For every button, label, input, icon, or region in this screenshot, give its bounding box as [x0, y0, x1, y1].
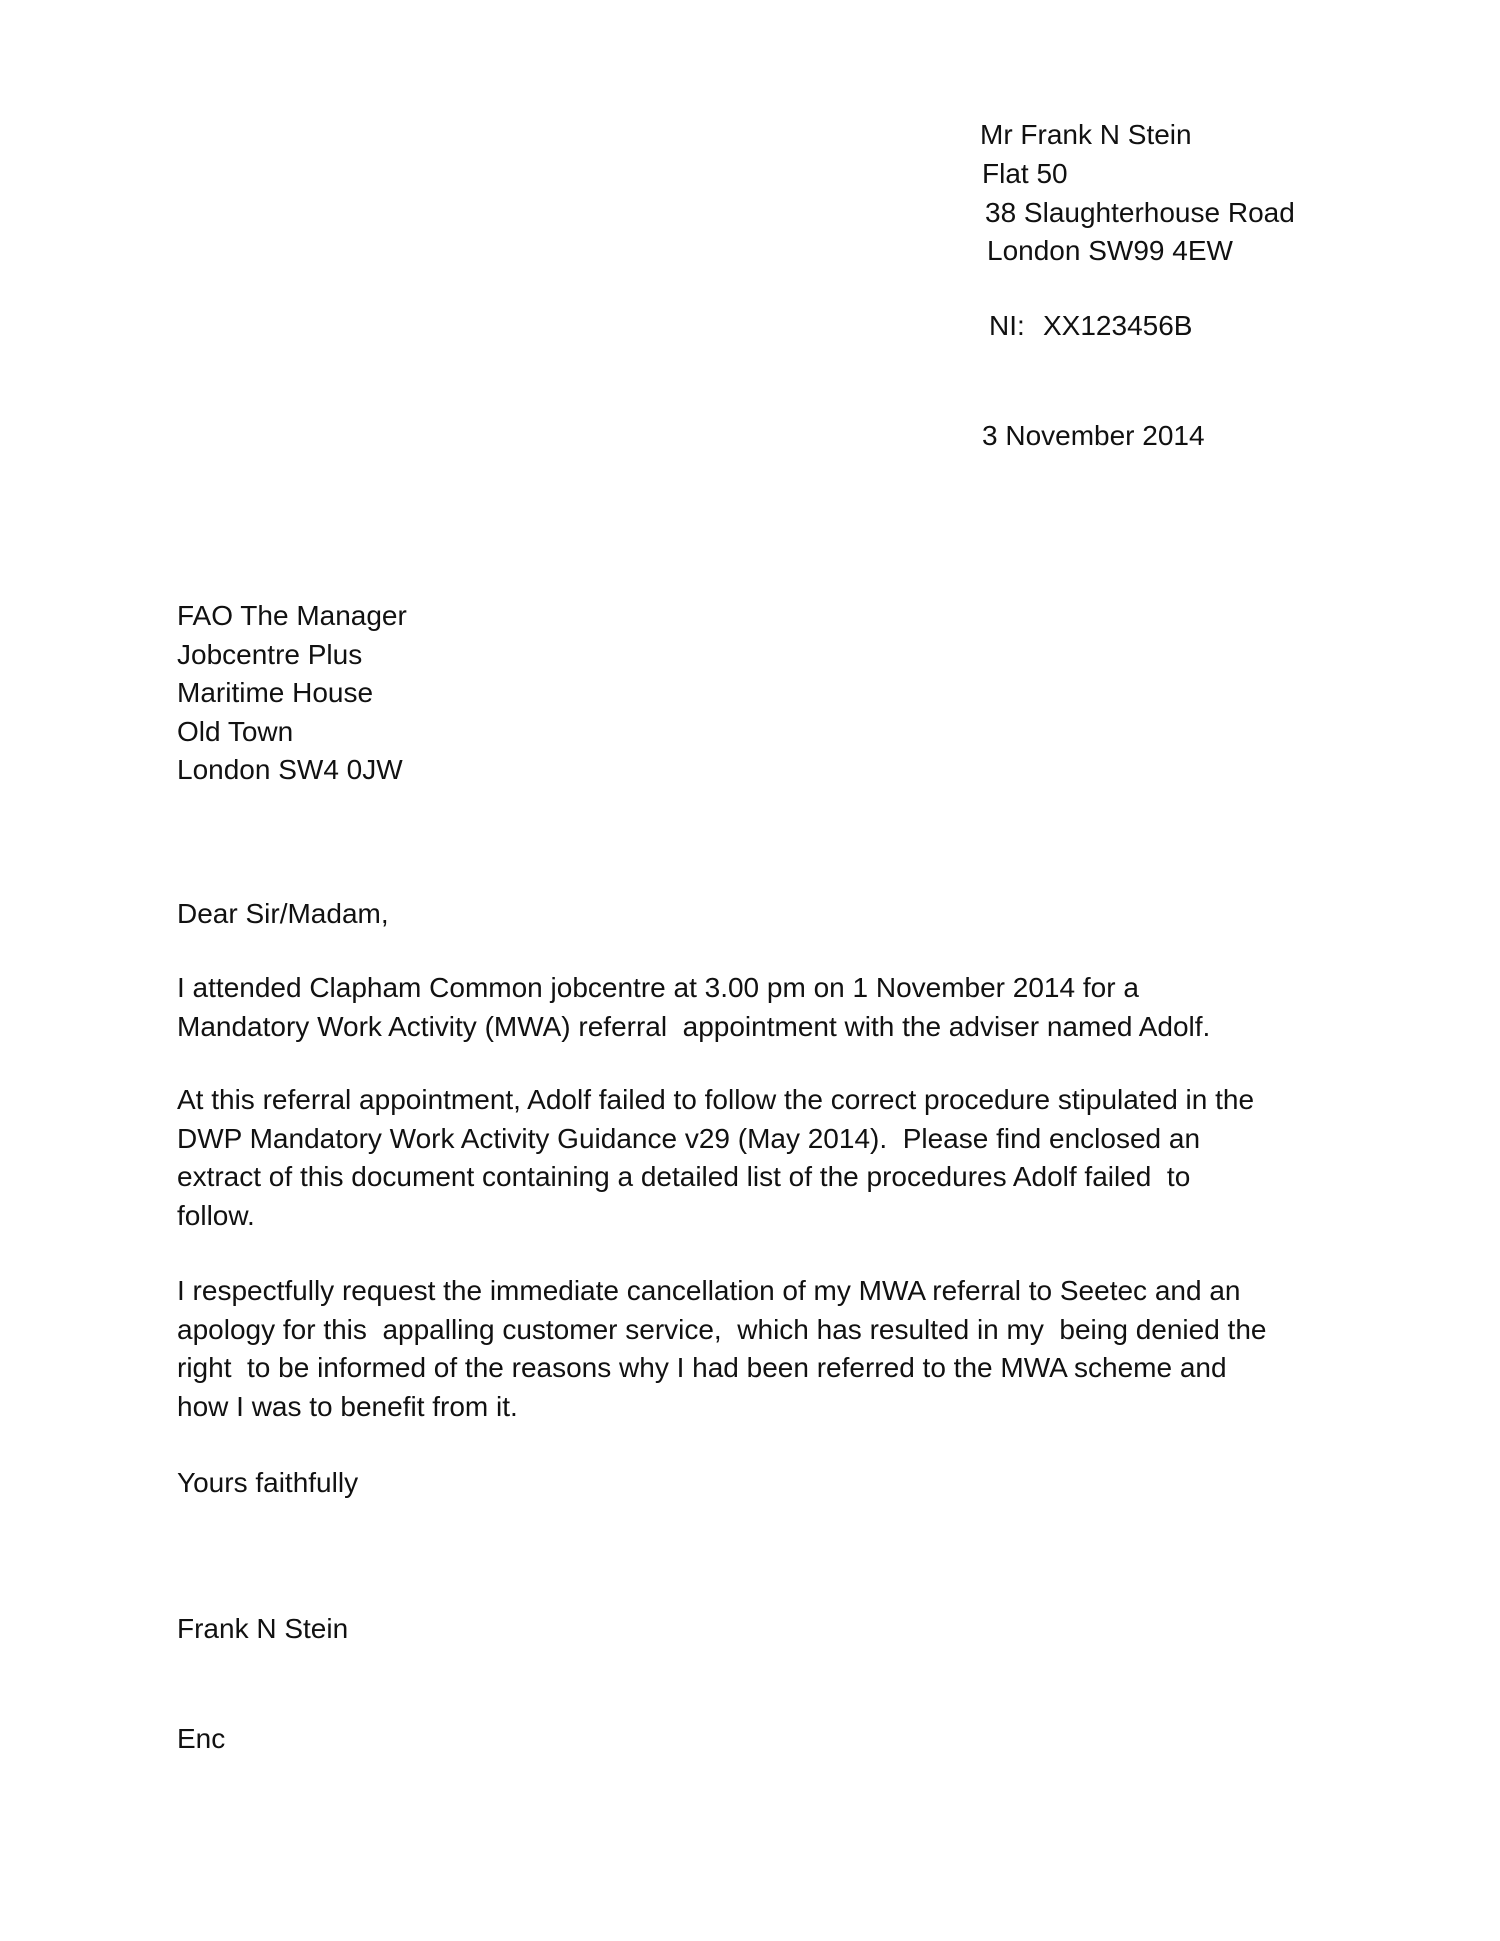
paragraph-line: DWP Mandatory Work Activity Guidance v29 (May 2014). Please find enclosed an [177, 1122, 1201, 1154]
letter-date: 3 November 2014 [982, 420, 1205, 451]
sender-street: 38 Slaughterhouse Road [985, 197, 1295, 228]
body-paragraph-1 [177, 969, 1210, 1046]
body-paragraph-2 [177, 1081, 1254, 1235]
sender-city: London SW99 4EW [987, 235, 1233, 266]
paragraph-line: At this referral appointment, Adolf failed to follow the correct procedure stipulated in the [177, 1084, 1255, 1115]
sender-ni-label: NI: [989, 310, 1025, 341]
sender-name: Mr Frank N Stein [980, 119, 1192, 150]
paragraph-line: extract of this document containing a detailed list of the procedures Adolf failed to [177, 1161, 1191, 1192]
recipient-line-2: Jobcentre Plus [177, 639, 363, 670]
paragraph-line: I respectfully request the immediate cancellation of my MWA referral to Seetec and an [177, 1275, 1241, 1306]
paragraph-line: apology for this appalling customer service, which has resulted in my being denied the [177, 1313, 1267, 1345]
body-paragraph-3 [177, 1272, 1266, 1426]
closing: Yours faithfully [177, 1467, 359, 1498]
recipient-line-5: London SW4 0JW [177, 754, 403, 785]
recipient-line-4: Old Town [177, 716, 294, 747]
paragraph-line: right to be informed of the reasons why I had been referred to the MWA scheme and [177, 1352, 1227, 1383]
recipient-line-1: FAO The Manager [177, 600, 407, 631]
signature-name: Frank N Stein [177, 1613, 349, 1644]
paragraph-line: follow. [177, 1199, 255, 1231]
paragraph-line: how I was to benefit from it. [177, 1390, 518, 1422]
salutation: Dear Sir/Madam, [177, 898, 389, 929]
paragraph-line: Mandatory Work Activity (MWA) referral appointment with the adviser named Adolf. [177, 1010, 1211, 1042]
sender-flat: Flat 50 [982, 158, 1068, 189]
recipient-line-3: Maritime House [177, 677, 374, 708]
paragraph-line: I attended Clapham Common jobcentre at 3.00 pm on 1 November 2014 for a [177, 972, 1139, 1003]
sender-ni-number: XX123456B [1043, 310, 1193, 341]
enclosure-note: Enc [177, 1723, 226, 1754]
